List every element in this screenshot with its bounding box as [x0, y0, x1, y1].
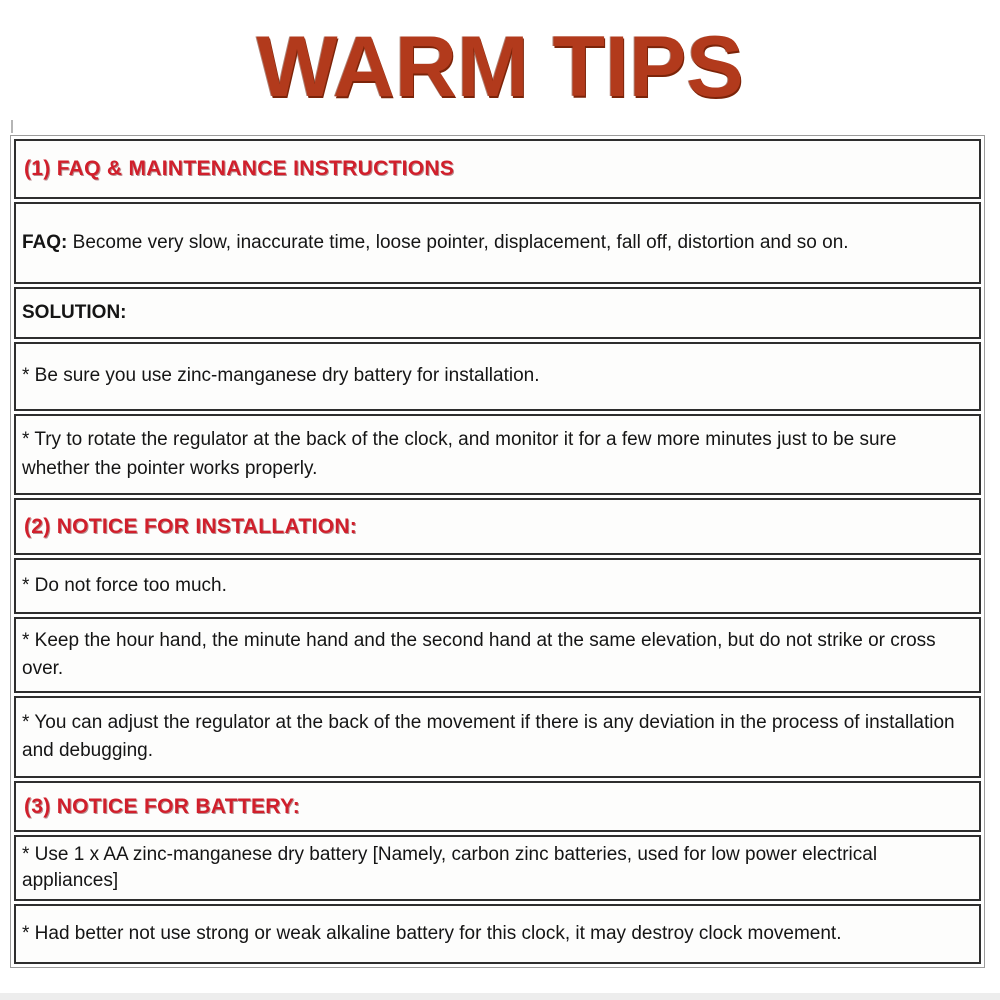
table-row-solution	[14, 287, 981, 339]
row-lead: FAQ:	[22, 231, 68, 253]
row-text	[22, 921, 841, 947]
table-row-use-aa-battery	[14, 835, 981, 901]
section-heading-battery	[14, 781, 981, 832]
row-text	[22, 426, 969, 482]
row-body-text: Become very slow, inaccurate time, loose pointer, displacement, fall off, distortion and so on.	[72, 231, 849, 253]
section-heading-text: (3) NOTICE FOR BATTERY:	[24, 794, 300, 818]
table-row-faq	[14, 202, 981, 284]
tips-table-rows	[14, 139, 981, 964]
row-text	[22, 362, 540, 390]
row-body-text: * Be sure you use zinc-manganese dry battery for installation.	[22, 365, 540, 387]
table-row-rotate-regulator	[14, 414, 981, 495]
stray-mark	[11, 120, 13, 133]
section-heading-text: (1) FAQ & MAINTENANCE INSTRUCTIONS	[24, 157, 455, 181]
row-text	[22, 709, 969, 765]
section-heading-text: (2) NOTICE FOR INSTALLATION:	[24, 514, 358, 538]
row-body-text: * You can adjust the regulator at the back of the movement if there is any deviation in the process of installation and debugging.	[22, 711, 955, 761]
row-text	[22, 627, 969, 683]
table-row-adjust-regulator	[14, 696, 981, 778]
section-heading-faq-maintenance	[14, 139, 981, 199]
row-body-text: * Keep the hour hand, the minute hand and the second hand at the same elevation, but do not strike or cross over.	[22, 629, 936, 679]
section-heading-installation	[14, 498, 981, 555]
row-text	[22, 572, 227, 600]
table-row-no-alkaline	[14, 904, 981, 964]
row-text	[22, 842, 969, 894]
row-text	[22, 299, 127, 327]
page-title: WARM TIPS	[256, 19, 744, 115]
table-row-hands-elevation	[14, 617, 981, 693]
row-text	[22, 229, 849, 257]
tips-table	[10, 135, 985, 968]
row-body-text: * Use 1 x AA zinc-manganese dry battery [Namely, carbon zinc batteries, used for low power electrical appliances]	[22, 843, 878, 891]
row-body-text: * Try to rotate the regulator at the back of the clock, and monitor it for a few more minutes just to be sure whether the pointer works properly.	[22, 429, 897, 479]
row-body-text: * Do not force too much.	[22, 574, 227, 596]
bottom-edge-strip	[0, 993, 1000, 1000]
table-row-zinc-battery	[14, 342, 981, 411]
table-row-do-not-force	[14, 558, 981, 614]
row-body-text: * Had better not use strong or weak alkaline battery for this clock, it may destroy clock movement.	[22, 922, 842, 944]
row-lead: SOLUTION:	[22, 301, 127, 323]
